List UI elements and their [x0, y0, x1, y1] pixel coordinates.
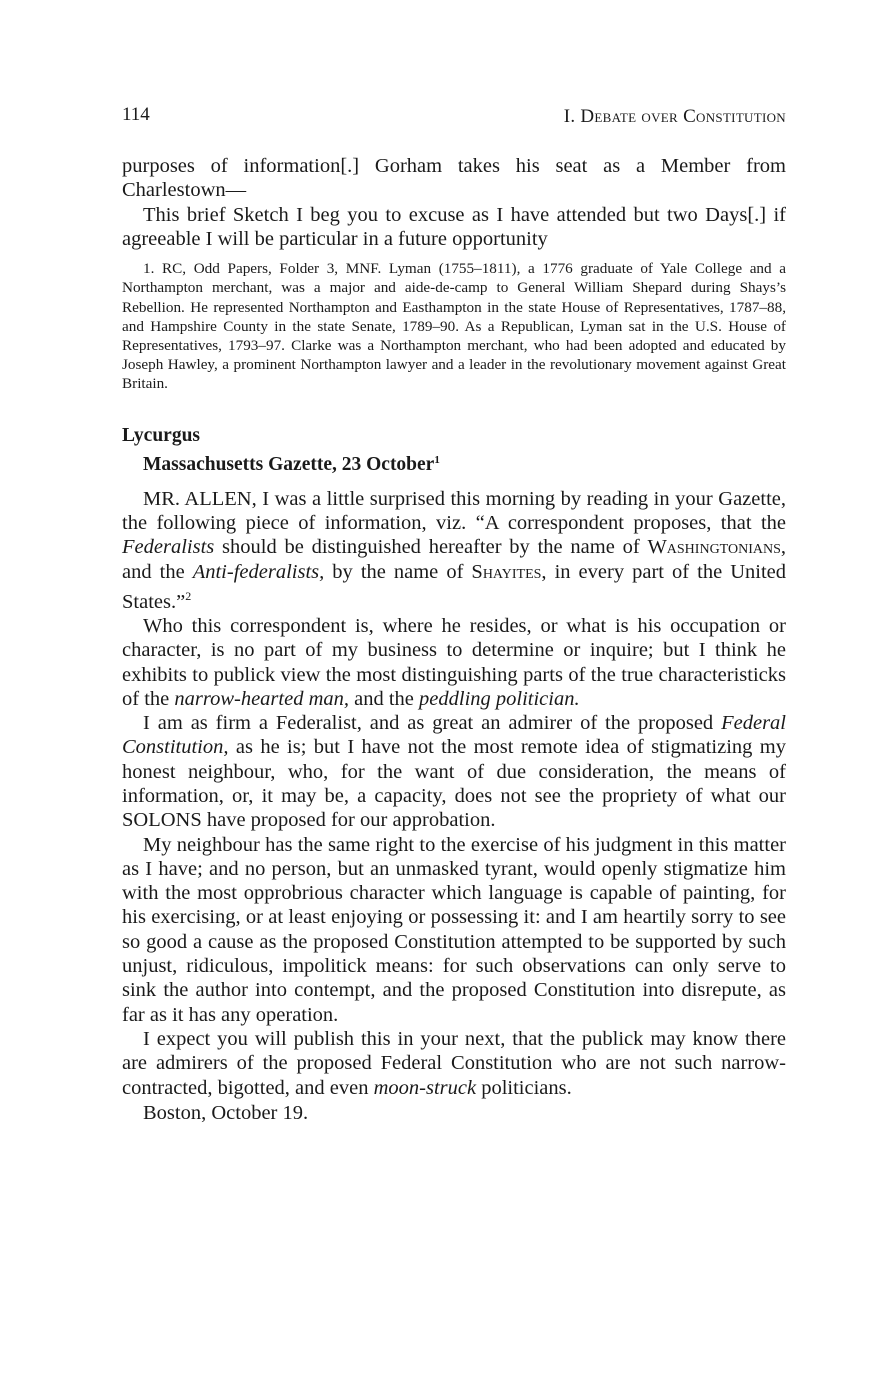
article-paragraph-2 [122, 614, 786, 711]
page-number: 114 [122, 104, 150, 125]
dateline: Boston, October 19. [143, 1101, 309, 1124]
italic-run: peddling politician. [419, 687, 580, 710]
small-caps-run: Washingtonians [647, 536, 781, 559]
text-run: politicians. [476, 1076, 572, 1099]
source-note-marker: 1 [434, 453, 440, 466]
article-paragraph-3 [122, 711, 786, 832]
text-run: I expect you will publish this in your next, that the publick may know there are admirers of the proposed Federal Constitution who are not such narrow-contracted, bigotted, and even [122, 1027, 786, 1099]
continued-paragraph: purposes of information[.] Gorham takes his seat as a Member from Charlestown— [122, 155, 786, 202]
text-run: , and the [122, 536, 786, 583]
text-run: by the name of [324, 560, 472, 583]
text-run: as he is; but I have not the most remote idea of stigmatizing my honest neighbour, who, for the want of due consideration, the means of information, or, it may be, a capacity, does not see the propriety of what our SOLONS have proposed for our approbation. [122, 736, 786, 832]
letter-closing-paragraph: This brief Sketch I beg you to excuse as I have attended but two Days[.] if agreeable I will be particular in a future opportunity [122, 203, 786, 250]
text-run: , in every part of the United States.” [122, 560, 786, 613]
article-paragraph-5 [122, 1027, 786, 1100]
italic-run: Federal Constitution, [122, 712, 786, 759]
article-source [122, 448, 786, 477]
italic-run: narrow-hearted man, [174, 687, 349, 710]
running-title: I. Debate over Constitution [563, 106, 786, 127]
note-marker: 2 [185, 588, 192, 603]
article-paragraph-4: My neighbour has the same right to the exercise of his judgment in this matter as I have; and no person, but an unmasked tyrant, would openly stigmatize him with the most opprobrious character which language is capable of painting, for his exercising, or at least enjoying or possessing it: and I am heartily sorry to see so good a cause as the proposed Constitution attempted to be supported by such unjust, ridiculous, impolitick means: for such observations can only serve to sink the author into contempt, and the proposed Constitution into disrepute, as far as it has any operation. [122, 833, 786, 1026]
italic-run: Federalists [122, 536, 215, 559]
document-page [122, 100, 786, 1125]
footnote-1: 1. RC, Odd Papers, Folder 3, MNF. Lyman (1755–1811), a 1776 graduate of Yale College and a Northampton merchant, was a major and aide-de-camp to General William Shepard during Shays’s Rebellion. He represented Northampton and Easthampton in the state House of Representatives, 1787–88, and Hampshire County in the state Senate, 1789–90. As a Republican, Lyman sat in the U.S. House of Representatives, 1793–97. Clarke was a Northampton merchant, who had been adopted and educated by Joseph Hawley, a prominent Northampton lawyer and a leader in the revolutionary movement against Great Britain. [122, 260, 786, 393]
italic-run: moon-struck [373, 1076, 477, 1099]
text-run: should be distinguished hereafter by the name of [214, 536, 648, 559]
running-header [122, 100, 786, 134]
italic-run: Anti-federalists, [192, 560, 325, 583]
text-run: I am as firm a Federalist, and as great an admirer of the proposed [143, 712, 722, 735]
source-text: Massachusetts Gazette, 23 October [143, 453, 435, 475]
text-run: MR. ALLEN, I was a little surprised this morning by reading in your Gazette, the following piece of information, viz. “A correspondent proposes, that the [122, 487, 786, 534]
small-caps-run: Shayites [471, 560, 542, 583]
article-title: Lycurgus [122, 424, 201, 446]
article-paragraph-1 [122, 487, 786, 614]
text-run: and the [349, 687, 420, 710]
text-run: Who this correspondent is, where he resides, or what is his occupation or character, is no part of my business to determine or inquire; but I think he exhibits to publick view the most distinguishing parts of the true characteristicks of the [122, 614, 786, 710]
